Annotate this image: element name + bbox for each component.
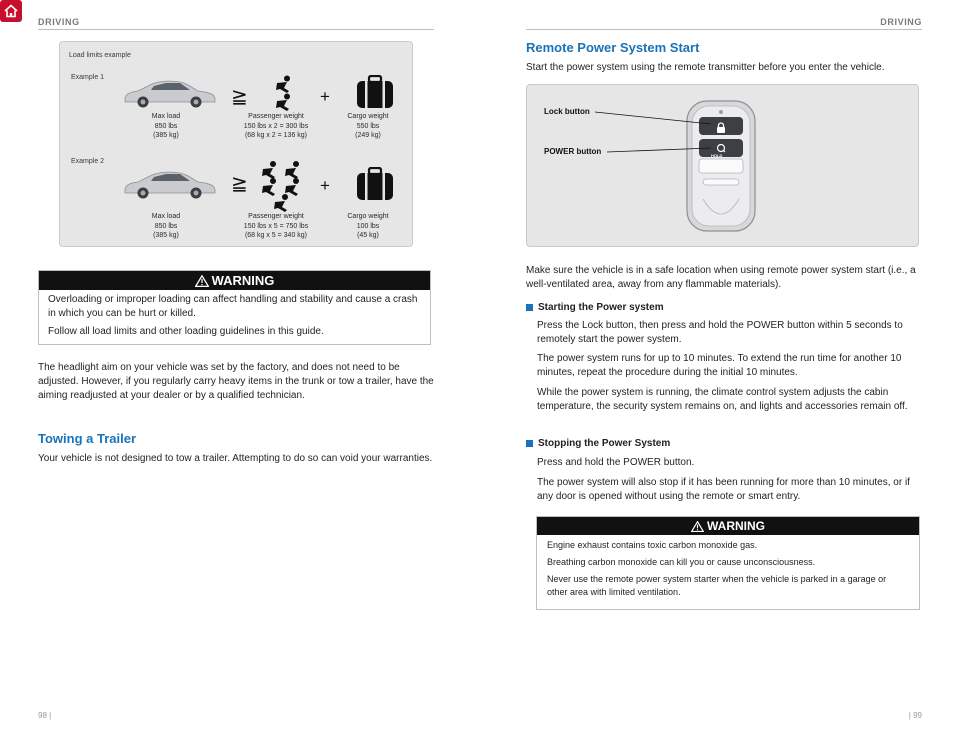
cargo-weight-caption-1: Cargo weight 550 lbs (249 kg) (347, 113, 389, 139)
greater-or-equal-symbol: ≧ (231, 86, 248, 108)
passenger-weight-caption-2: Passenger weight 150 lbs x 5 = 750 lbs (68 kg x 5 = 340 kg) (243, 213, 309, 239)
headlight-paragraph: The headlight aim on your vehicle was set by the factory, and does not need to be adjusted. However, if you regularly carry heavy items in the trunk or tow a trailer, have the aiming readjusted at your dealer or by a qualified technician. (38, 362, 434, 401)
max-load-caption-2: Max load 850 lbs (385 kg) (151, 213, 181, 239)
section-bullet-icon (526, 440, 533, 447)
suitcase-icon (356, 75, 394, 109)
car-icon (122, 168, 218, 200)
passenger-icon (268, 75, 296, 111)
right-page-number: | 99 (908, 711, 922, 720)
overloading-warning (38, 270, 431, 345)
warning-triangle-icon (691, 521, 704, 532)
warning-line: Follow all load limits and other loading guidelines in this guide. (48, 326, 324, 337)
stopping-heading: Stopping the Power System (526, 438, 670, 449)
warning-bar (39, 271, 430, 290)
towing-paragraph: Your vehicle is not designed to tow a trailer. Attempting to do so can void your warranties. (38, 453, 433, 464)
starting-paragraph-2: The power system runs for up to 10 minutes. To extend the run time for another 10 minutes, repeat the procedure during the initial 10 minutes. (537, 353, 902, 378)
left-page-header: DRIVING (38, 17, 80, 27)
load-limits-figure (59, 41, 413, 247)
passenger-weight-caption-1: Passenger weight 150 lbs x 2 = 300 lbs (68 kg x 2 = 136 kg) (243, 113, 309, 139)
callout-lines (527, 85, 920, 248)
right-header-rule (526, 29, 922, 30)
left-header-rule (38, 29, 434, 30)
warning-line: Overloading or improper loading can affect handling and stability and cause a crash in which you can be hurt or killed. (48, 294, 418, 319)
remote-transmitter-figure (526, 84, 919, 247)
max-load-caption-1: Max load 850 lbs (385 kg) (151, 113, 181, 139)
suitcase-icon (356, 167, 394, 201)
example-1-label: Example 1 (71, 74, 105, 81)
warning-text (39, 290, 430, 339)
plus-symbol: + (320, 87, 330, 106)
warning-line: Never use the remote power system starter when the vehicle is parked in a garage or other area with limited ventilation. (547, 574, 887, 597)
lock-button-callout: Lock button (544, 107, 590, 116)
passengers-icon (260, 160, 304, 212)
hold-text: HOLD (711, 153, 723, 158)
left-page-number: 98 | (38, 711, 52, 720)
starting-heading: Starting the Power system (526, 302, 664, 313)
warning-line: Breathing carbon monoxide can kill you or cause unconsciousness. (547, 557, 816, 567)
warning-triangle-icon (195, 275, 209, 287)
figure-title: Load limits example (69, 52, 131, 59)
remote-start-intro: Start the power system using the remote transmitter before you enter the vehicle. (526, 62, 885, 73)
power-button-callout: POWER button (544, 147, 602, 156)
remote-start-title: Remote Power System Start (526, 40, 700, 55)
warning-line: Engine exhaust contains toxic carbon monoxide gas. (547, 540, 758, 550)
warning-label: WARNING (707, 519, 765, 533)
starting-paragraph-3: While the power system is running, the climate control system adjusts the cabin temperature, the security system remains on, and lights and accessories remain off. (537, 387, 908, 412)
stopping-paragraph-2: The power system will also stop if it has been running for more than 10 minutes, or if any door is opened without using the remote or smart entry. (537, 477, 910, 502)
right-page-header: DRIVING (880, 17, 922, 27)
warning-bar (537, 517, 919, 535)
starting-paragraph-1: Press the Lock button, then press and hold the POWER button within 5 seconds to remotely start the power system. (537, 320, 903, 345)
towing-title: Towing a Trailer (38, 431, 137, 446)
section-bullet-icon (526, 304, 533, 311)
carbon-monoxide-warning (536, 516, 920, 610)
stopping-paragraph-1: Press and hold the POWER button. (537, 457, 695, 468)
home-button[interactable] (0, 0, 22, 22)
warning-text (537, 535, 919, 599)
cargo-weight-caption-2: Cargo weight 100 lbs (45 kg) (347, 213, 389, 239)
car-icon (122, 77, 218, 109)
home-icon (3, 3, 19, 19)
safety-paragraph: Make sure the vehicle is in a safe location when using remote power system start (i.e., a well-ventilated area, away from any flammable materials). (526, 265, 916, 290)
greater-or-equal-symbol: ≧ (231, 173, 248, 195)
plus-symbol: + (320, 176, 330, 195)
example-2-label: Example 2 (71, 158, 105, 165)
warning-label: WARNING (211, 273, 275, 288)
